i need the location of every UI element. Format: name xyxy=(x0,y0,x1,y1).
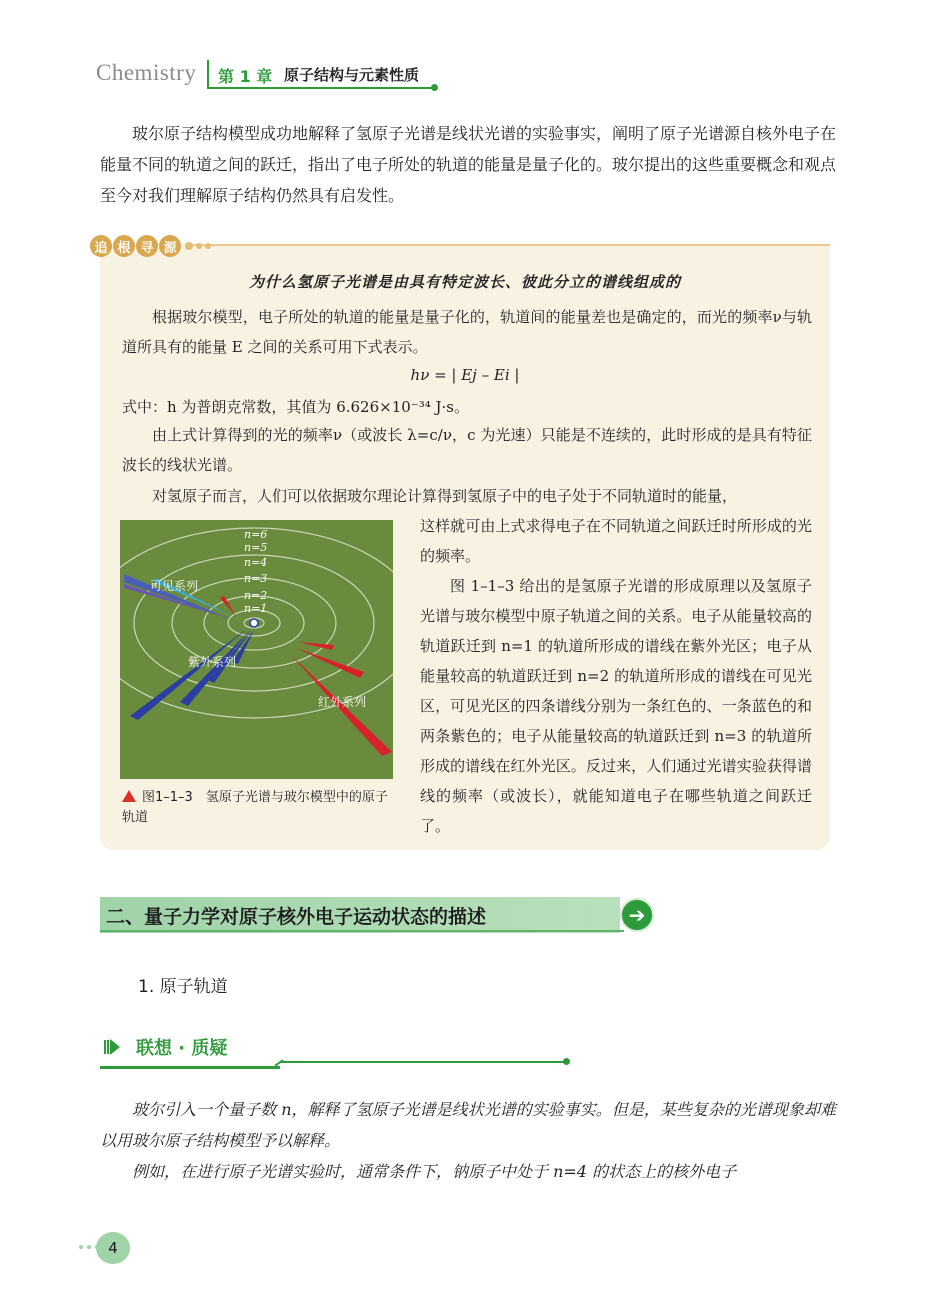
intro-text: 玻尔原子结构模型成功地解释了氢原子光谱是线状光谱的实验事实，阐明了原子光谱源自核外电子在能量不同的轨道之间的跃迁，指出了电子所处的轨道的能量是量子化的。玻尔提出的这些重要概念和观点至今对我们理解原子结构仍然具有启发性。 xyxy=(100,124,837,205)
visible-series-label: 可见系列 xyxy=(150,579,199,593)
header-divider xyxy=(207,60,209,89)
box-top-line xyxy=(192,244,830,246)
page-number: 4 xyxy=(96,1232,130,1264)
caption-triangle-icon xyxy=(122,790,136,802)
tag-dot xyxy=(185,242,193,250)
section-underline xyxy=(100,930,624,932)
box-paragraph-1: 根据玻尔模型，电子所处的轨道的能量是量子化的，轨道间的能量差也是确定的，而光的频率ν与轨道所具有的能量 E 之间的关系可用下式表示。 xyxy=(122,308,812,356)
tag-char: 追 xyxy=(90,235,112,257)
lianxiang-title: 联想 · 质疑 xyxy=(136,1038,228,1059)
arrow-right-icon: ➔ xyxy=(620,898,654,932)
level-label: n=4 xyxy=(244,556,268,569)
tag-char: 寻 xyxy=(136,235,158,257)
level-label: n=5 xyxy=(244,541,268,554)
box-paragraph-wrap xyxy=(420,511,812,841)
visible-line-red xyxy=(220,596,236,616)
subject-title: Chemistry xyxy=(96,60,197,85)
tag-dot xyxy=(196,243,202,249)
level-label: n=3 xyxy=(244,572,268,585)
tag-char: 源 xyxy=(159,235,181,257)
box-tag xyxy=(90,231,211,261)
lianxiang-underline xyxy=(100,1066,280,1069)
lianxiang-dot xyxy=(563,1058,570,1065)
lianxiang-text xyxy=(100,1094,836,1187)
uv-line-1 xyxy=(130,628,248,720)
header-dot xyxy=(431,84,438,91)
intro-paragraph xyxy=(100,118,836,211)
chapter-number: 第 1 章 xyxy=(218,67,273,86)
box-paragraph-4b: 这样就可由上式求得电子在不同轨道之间跃迁时所形成的光的频率。 xyxy=(420,517,812,565)
energy-formula: hν = | Ej – Ei | xyxy=(410,366,520,384)
section-bar-tip xyxy=(590,897,616,933)
caption-text: 图1–1–3 氢原子光谱与玻尔模型中的原子轨道 xyxy=(122,790,388,825)
section-title: 二、量子力学对原子核外电子运动状态的描述 xyxy=(106,906,487,928)
box-paragraph-3: 由上式计算得到的光的频率ν（或波长 λ=c/ν，c 为光速）只能是不连续的，此时形成的是具有特征波长的线状光谱。 xyxy=(122,426,812,474)
ir-series-label: 红外系列 xyxy=(318,695,367,709)
chapter-title: 原子结构与元素性质 xyxy=(284,66,420,84)
tag-char: 根 xyxy=(113,235,135,257)
level-label: n=1 xyxy=(244,602,268,615)
box-paragraph-5: 图 1–1–3 给出的是氢原子光谱的形成原理以及氢原子光谱与玻尔模型中原子轨道之间的关系。电子从能量较高的轨道跃迁到 n=1 的轨道所形成的谱线在紫外光区；电子从能量较高的轨道跃迁到 n=2 的轨道所形成的谱线在可见光区，可见光区的四条谱线分别为一条红色的、一条蓝色的和两条紫色的；电子从能量较高的轨道跃迁到 n=3 的轨道所形成的谱线在红外光区。反过来，人们通过光谱实验获得谱线的频率（或波长），就能知道电子在哪些轨道之间跃迁了。 xyxy=(420,577,812,835)
tag-dot xyxy=(205,243,211,249)
uv-series-label: 紫外系列 xyxy=(188,655,237,669)
figure-caption xyxy=(122,788,392,828)
lianxiang-paragraph-1: 玻尔引入一个量子数 n，解释了氢原子光谱是线状光谱的实验事实。但是，某些复杂的光谱现象却难以用玻尔原子结构模型予以解释。 xyxy=(100,1100,836,1150)
subsection-title: 1. 原子轨道 xyxy=(138,977,228,997)
box-title: 为什么氢原子光谱是由具有特定波长、彼此分立的谱线组成的 xyxy=(248,273,681,291)
box-paragraph-4a: 对氢原子而言，人们可以依据玻尔理论计算得到氢原子中的电子处于不同轨道时的能量， xyxy=(152,487,738,505)
nucleus xyxy=(250,619,258,627)
bohr-orbit-figure xyxy=(120,520,393,779)
ir-line-2 xyxy=(296,648,364,678)
play-bars-icon xyxy=(104,1038,120,1056)
box-paragraph-2: 式中：h 为普朗克常数，其值为 6.626×10⁻³⁴ J·s。 xyxy=(122,398,469,416)
lianxiang-paragraph-2: 例如，在进行原子光谱实验时，通常条件下，钠原子中处于 n=4 的状态上的核外电子 xyxy=(132,1162,737,1181)
lianxiang-underline-thin xyxy=(280,1061,566,1063)
header-underline xyxy=(208,87,434,89)
ir-line-3 xyxy=(298,642,334,650)
orbit-diagram xyxy=(120,520,393,779)
level-label: n=6 xyxy=(244,528,268,541)
level-label: n=2 xyxy=(244,589,268,602)
